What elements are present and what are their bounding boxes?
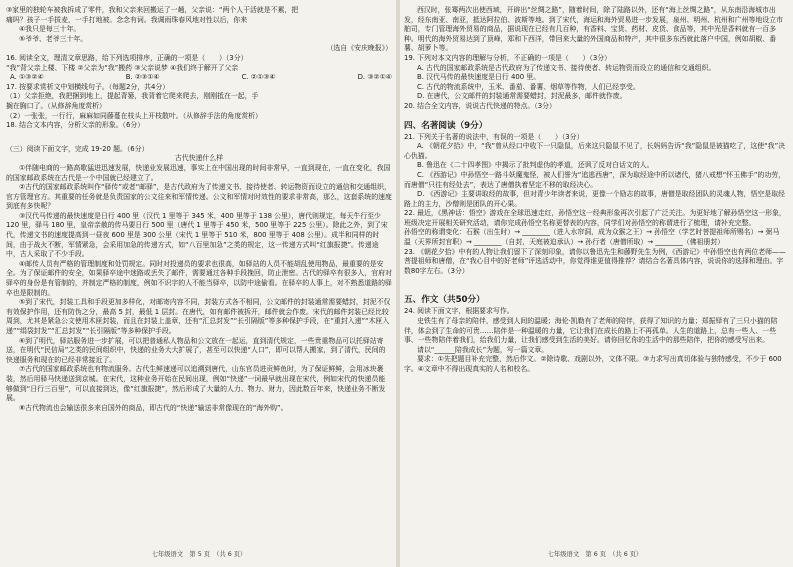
question-17: 17. 按要求赏析文中划横线句子。（每题2分，共4分） [6,82,170,91]
paragraph-6: ⑥到了明代，驿站服务进一步扩展，可以把普通私人物品和公文放在一起运，直到清代规定，一些贵重物品可以托驿站寄送，在明代“民信局”之类的民间组织中，快递的业务大大扩展了，甚至可以快递“人口”，即可以帮人搬家，到了清代，民间的快递服务和现在的已经非常接近了。 [6,336,386,364]
paragraph-3: ③汉代马传递的最快速度是日行 400 里（汉代 1 里等于 345 米，400 里等于 138 公里），唐代则规定，每天牛行至少 120 里，驿马 180 里，皇帝亲赦的传马要日行 500 里（唐代 1 里等于 450 米，500 里等于 225 公里）。除此之外，到了宋代，传递文书的速度提高到一昼夜 600 里是 300 公里（宋代 1 里等于 510 米，800 里等于 408 公里）。成半和同样的时间，由于战火不断，军情紧急，会采用加急的传递方式，如“八百里加急”之类的规定，这一传递方式叫“红旗报捷”。传递途中，古人采取了不少手段。 [6,211,388,259]
option-a: A. 《朝花夕拾》中，“我”曾从经口中收下一只隐鼠，后来这只隐鼠不见了，长妈妈告诉“我”隐鼠是被猫吃了，这使“我”决心仇猫。 [404,142,786,160]
question-17-1: （1）父亲拒绝，我把捆到地上，提起背篓，我背着它爬来爬去，刚刚抵在一起，手 [6,92,259,101]
option-b: B. 汉代马传的最快速度是日行 400 里。 [417,73,541,82]
option-d: D. 《西游记》主要讲取经的故事，但对青少年读者来说，更像一个励志的故事，唐僧是取经团队的灵魂人物，悟空是取经路上的主力，沙僧则是团队的开心果。 [404,190,785,208]
paragraph-2: ②古代的国家邮政系统叫作“驿传”或者“邮驿”，是古代政府为了传递文书、接待使者、转运物资而设立的通信和交通组织，官方管理官方。其重要的任务就是负责国家的公文往来和军情传递。公文和军情对时效性的要求非常高，那么，这套系统的速度到底有多快呢？ [6,183,392,211]
article-title: 古代快递什么样 [174,154,224,163]
section-3-heading: （三）阅读下面文字，完成 19-20 题。（6分） [6,144,149,153]
question-23: 23. 《朝花夕拾》中有的人物让我们留下了深刻印象，请你以鲁迅先生和藤野先生为例，《西游记》中孙悟空也有两位老师——菩提祖师和唐僧，在“我心目中的好老师”评选活动中，你觉得谁更值得推荐？请结合名著具体内容，说说你的选择和理由。字数80字左右。（3分） [404,247,786,275]
option-c: C. 古代的物流系统中，玉米、番茄、番薯、烟草等作物，人们已经享受。 [417,82,640,91]
paragraph-4: ④邮传人员有严格的管理制度和处罚规定。同时对投递员的要求也很高，如驿站的人员不能胡乱使用物品，最重要的是安全。为了保证邮件的安全，如果驿卒途中迷路或丢失了邮件，需要通过各种手段挽回，防止泄密。古代的驿卒有很多人，官府对驿卒的身份是有管制的，并制定严格的制度，例如不识字的人不能当驿卒，以防中途偷看。在驿卒的人事上，对不熟悉道路的驿卒也是限制的。 [6,259,392,297]
page-6 [404,6,786,562]
question-21: 21. 下列关于名著的说法中，有误的一项是（ ）（3分） [404,132,584,141]
essay-prompt: 请以“______陪我成长”为题，写一篇文章。 [417,345,549,354]
page-footer: 七年级语文 第 6 页 （共 6 页） [547,551,643,559]
intro-line: ⑤爷爷、老爷三十年。 [19,34,88,43]
option-a: A. ①③②④ [10,73,44,82]
section-4-heading: 四、名著阅读（9分） [404,120,488,131]
option-d: D. ③②①④ [357,73,392,82]
option-c: C. 《西游记》中孙悟空一路斗妖魔鬼怪，被人们誉为“追逃西唐”，深为取经途中所以诸代，猪八戒想“怀玉佛手”的功劳，而唐僧“只往有经处去”，表达了唐僧执着坚定不移的取经决心。 [404,170,785,189]
essay-material: 史铁生有了母亲的陪伴，感受到人间的温暖；海伦·凯勒有了老师的陪伴，获得了知识的力量；郑振铎有了三只小猫的陪伴，体会到了生命的可贵……陪伴是一种温暖的力量，它让我们在成长的路上不再孤单。人生的道路上，总有一些人、一些事、一些物陪伴着我们，给我们力量，让我们感受到生活的美好。请你回忆你的生活中的那些陪伴，把你的感受写出来。 [404,317,778,345]
paragraph-8: ⑧古代物流也会输送很多来自国外的商品，即古代的“快递”输送非常像现在的“海外购”。 [19,403,288,412]
option-a: A. 古代的国家邮政系统是古代政府为了传递文书、接待使者、转运物资而设立的通信和交通组织。 [417,63,716,72]
paragraph-5: ⑤到了宋代，封装工具和手段更加多样化，对邮寄内容不同，封装方式各不相同，公文邮件的封装通常需要蜡封，封泥不仅有效保护作用，还有防伪之分，最高 5 封，最低 1 层封。在唐代，如有邮件被拆开，邮件就会作废。宋代的邮件封装已经比较周到，尤其是紧急公文使用木匣封装，而且在封装上盖章，还有“汇总封发”“长引隔版”等多种保护手段，在“重封入递”“木匣入递”“绢袋封发”“汇总封发”“长引隔版”等多种保护手段。 [6,298,391,335]
essay-requirements: 要求：①先把题目补充完整，然后作文。②除诗歌、戏剧以外，文体不限。③力求写出真切体验与独特感受，不少于 600 字。④文章中不得出现真实的人名和校名。 [404,355,782,373]
intro-line: ④我只是每三十年。 [19,25,81,34]
paragraph-7: ⑦古代的国家邮政系统也有物流服务。古代生鲜速递可以追溯到唐代，山东官员进贡鲜鱼时，为了保证鲜鲜，会用冰块裹装，然后用驿马快递送到京城。在宋代，这种业务开始在民间出现，例如“快递”一词最早就出现在宋代，例如宋代的快递员能够做到“日行三百里”，可以直接到达，像“红旗报捷”，然后形成了大量的人力、物力、财力，因此数百年来，快递业务不断发展。 [6,365,386,403]
question-16-options [6,73,392,83]
option-b: B. ②③①④ [125,73,160,82]
question-24: 24. 阅读下面文字，根据要求写作。 [404,307,514,316]
question-22: 22. 最近，《黑神话：悟空》游戏在全球迅速走红，孙悟空这一经典形象再次引起了广泛关注。为更好地了解孙悟空这一形象，班级决定开展相关研究活动，请你完成孙悟空名称更替表的内容，同学们对孙悟空的称谓进行了梳理，请补充完整。 [404,209,786,227]
source-note: （选自《安庆晚报》） [326,44,392,53]
intro-line: ③家里的独轮车被我拆成了零件，我和父亲来回搬运了一趟，父亲说：“两个人干活就是不累，把 [6,6,299,14]
question-18: 18. 结合文本内容，分析父亲的形象。（6分） [6,121,145,130]
question-17-2: （2）一张张，一行行，麻麻如同藤蔓在枝头上开枝散叶。（从修辞手法的角度赏析） [6,111,262,120]
question-20: 20. 结合全文内容，说说古代快递的特点。（3分） [404,101,556,110]
page-footer: 七年级语文 第 5 页 （共 6 页） [151,551,247,559]
question-16-items: “我”背父亲上楼、下楼 ②父亲为“我”搬药 ③父亲说梦 ④我们终于解开了父亲 [6,63,239,72]
page-gutter [396,0,400,567]
option-d: D. 在唐代，公文邮件的封装通常需要蜡封，封泥最多，邮件就作废。 [417,92,627,101]
section-5-heading: 五、作文（共50分） [404,295,485,306]
option-c: C. ②①③④ [241,73,276,82]
option-b: B. 鲁迅在《二十四孝图》中揭示了批判虚伪的孝道，还讽了反对白话文的人。 [417,161,654,170]
question-19: 19. 下列对本文内容的理解与分析，不正确的一项是（ ）（3分） [404,53,612,62]
continued-paragraph: 西汉时，张骞两次出使西域，开辟出“丝绸之路”，随着时间，除了陆路以外，还有“海上丝绸之路”，从东南沿海城市出发，经东南亚、南亚，抵达阿拉伯、波斯等地。到了宋代，海运和海外贸易进一步发展，泉州、明州、杭州和广州等地设立市舶司，专门管理海外贸易的商品，据说现在已经有几百种，有香料、宝货、药材、皮货、食品等，其中光是香料就有一百多种。明代的海外贸易达到了顶峰，郑和下西洋，带回来大量的外国商品和特产，其中很多东西就此落户中国，例如胡椒、番薯、胡萝卜等。 [404,6,783,53]
paragraph-1: ①伴随电商的一路高歌猛进迅速发展，快递业发展迅速，事实上在中国出现的时间非常早，一直到现在，一直在变化，我国的国家邮政系统在古代是一个中国就已经建立了。 [6,163,391,182]
intro-line: 痛吗？孩子一手拔麦，一手打地被。念念有词。我调雨珠春风地对性以后，你来 [6,15,248,24]
question-17-1b: 搁在胸口了。（从修辞角度赏析） [6,101,106,110]
question-22-chain: 孙悟空的称谓变化：石猴（出生时）→ ________（进入水帘洞，成为众猴之王）→ 孙悟空（学艺时菩提祖师所赐名）→ 弼马温（天界所封官职）→ ________（自封，天庭被迫承认）→ 孙行者（唐僧所取）→ ________（佛祖册封） [404,228,780,247]
question-16: 16. 阅读全文，理清文章思路，给下列选项排序，正确的一项是（ ）（3分） [6,53,248,62]
page-5 [6,6,392,562]
